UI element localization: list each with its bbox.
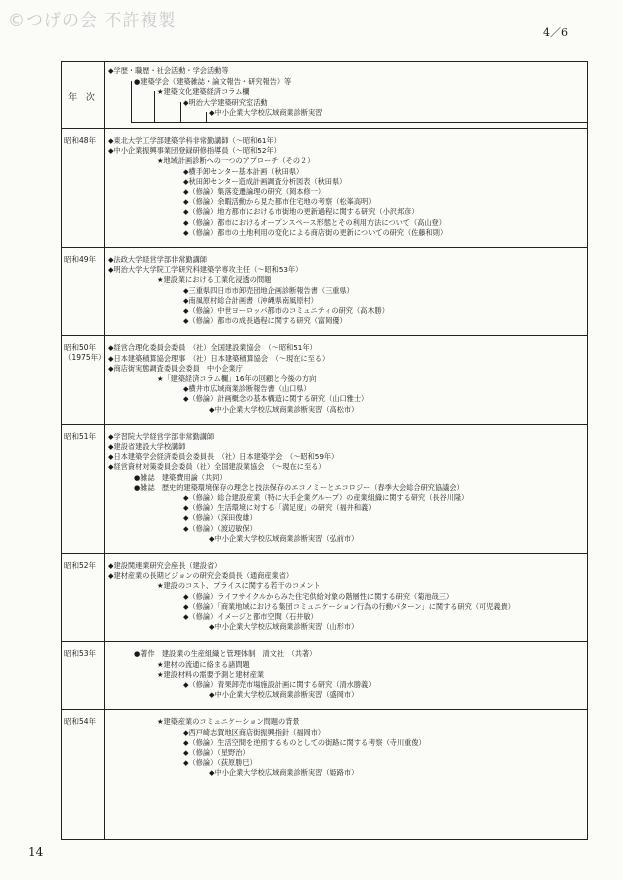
- entry-line: ◆（修論）（荻原勝巳）: [183, 758, 257, 768]
- entry-line: ◆（修論）ライフサイクルからみた住宅供給対象の階層性に関する研究（菊池哉三）: [183, 591, 454, 601]
- entry-line: ◆（修論）（渡辺敏保）: [183, 523, 257, 533]
- entry-line: ◆中小企業大学校広域商業診断実習（山形市）: [209, 622, 359, 632]
- entry-line: ◆建設省建設大学校講師: [108, 442, 186, 451]
- entry-line: ◆（修論）（星野治）: [183, 748, 250, 757]
- page-indicator: 4／6: [543, 26, 568, 39]
- entry-line: ◆（修論）都市におけるオープンスペース形態とその利用方法について（高山登）: [183, 217, 446, 227]
- entry-line: ◆日本建築学会経済委員会委員長 （社）日本建築学会 （〜昭和59年）: [108, 452, 339, 462]
- entry-line: ◆（修論）都市の成長過程に関する研究（富岡優）: [183, 316, 347, 326]
- entry-line: ★建設材料の需要予測と建材産業: [157, 669, 265, 679]
- entry-line: ◆建材産業の長期ビジョンの研究会委員長（通商産業省）: [108, 571, 294, 581]
- entry-line: ◆経営合理化委員会委員 （社）全国建設業協会 （〜昭和51年）: [108, 343, 317, 353]
- entry-line: ★地域計画診断への一つのアプローチ（その２）: [157, 156, 315, 166]
- entry-line: ◆法政大学経営学部非常勤講師: [108, 255, 207, 264]
- entry-line: ◆中小企業大学校広域商業診断実習（盛岡市）: [209, 690, 359, 700]
- legend-item: ◆明治大学建築研究室活動: [183, 97, 268, 107]
- section-divider: [62, 424, 587, 425]
- year-column-divider: [104, 62, 105, 839]
- year-label: 昭和53年: [64, 649, 97, 659]
- entry-line: ◆三重県四日市市卸売団地企画診断報告書（三重県）: [183, 285, 354, 295]
- entry-line: ◆（修論）集落変遷論理の研究（岡本修一）: [183, 187, 326, 196]
- entry-line: ◆（修論）生活空間を逆照するものとしての街路に関する考察（寺川重俊）: [183, 737, 426, 747]
- entry-line: ◆（修論）中世ヨーロッパ都市のコミュニティの研究（高木勝）: [183, 306, 389, 315]
- entry-line: ◆（修論）余暇活動から見た都市住宅地の考察（松峯高明）: [183, 197, 376, 207]
- copyright-watermark: ©つげの会 不許複製: [8, 11, 177, 31]
- entry-line: ◆（修論）「商業地域における集団コミュニケーション行為の行動パターン」に関する研究（可児義貴）: [183, 601, 515, 611]
- section-divider: [62, 641, 587, 642]
- entry-line: ◆（修論）計画概念の基本構造に関する研究（山口雅士）: [183, 394, 369, 404]
- entry-line: ★「建築経済コラム欄」16年の回顧と今後の方向: [157, 374, 317, 383]
- section-divider: [62, 709, 587, 710]
- legend-item: ★建築文化建築経済コラム欄: [157, 87, 250, 97]
- chronology-table: [61, 61, 588, 840]
- year-label: 昭和54年: [64, 717, 97, 727]
- page-number: 14: [28, 845, 44, 859]
- entry-line: ★建材の流通に絡まる諸問題: [157, 659, 250, 669]
- entry-line: ●著作 建設業の生産組織と管理体制 清文社 （共著）: [134, 649, 317, 659]
- header-divider: [62, 128, 587, 129]
- entry-line: ◆中小企業大学校広域商業診断実習（姫路市）: [209, 768, 359, 778]
- entry-line: ★建設のコスト、プライスに関する若干のコメント: [157, 581, 321, 591]
- entry-line: ◆（修論）イメージと都市空間（石井敏）: [183, 612, 318, 621]
- entry-line: ◆学習院大学経営学部非常勤講師: [108, 431, 215, 441]
- legend-item: ◆中小企業大学校広域商業診断実習: [209, 108, 323, 118]
- legend-bracket: [206, 112, 587, 123]
- year-column-header: 年 次: [68, 93, 98, 103]
- entry-line: ◆秋田卸センター造成計画調査分析図表（秋田県）: [183, 176, 347, 186]
- entry-line: ◆中小企業振興事業団登録研修指導員（〜昭和52年）: [108, 146, 281, 156]
- entry-line: ◆横井市広域商業診断報告書（山口県）: [183, 384, 311, 394]
- entry-line: ◆西戸崎志賀地区商店街振興指針（福岡市）: [183, 727, 326, 737]
- year-label: 昭和52年: [64, 561, 97, 570]
- section-divider: [62, 335, 587, 336]
- entry-line: ◆明治大学大学院工学研究科建築学専攻主任（〜昭和53年）: [108, 265, 303, 275]
- entry-line: ◆（修論）地方都市における市街地の更新過程に関する研究（小沢邦彦）: [183, 207, 419, 217]
- section-divider: [62, 553, 587, 554]
- entry-line: ★建築産業のコミュニケーション問題の背景: [157, 717, 300, 727]
- year-label: 昭和48年: [64, 136, 97, 145]
- entry-line: ●雑誌 建築費用論（共同）: [134, 472, 227, 482]
- entry-line: ◆中小企業大学校広域商業診断実習（弘前市）: [209, 533, 359, 543]
- entry-line: ●雑誌 歴史的建築環境保存の理念と技法保存のエコノミーとエコロジー（春季大会総合研究協議会）: [134, 482, 464, 492]
- legend-item: ●建築学会（建築雑誌・論文報告・研究報告）等: [134, 76, 292, 86]
- entry-line: ◆（修論）総合建設産業（特に大手企業グループ）の産業組織に関する研究（長谷川隆）: [183, 493, 469, 502]
- entry-line: ◆（修論）生活環境に対する「満足度」の研究（福井和義）: [183, 503, 376, 513]
- entry-line: ◆東北大学工学部建築学科非常勤講師（〜昭和61年）: [108, 136, 281, 145]
- entry-line: ◆商店街実態調査委員会委員 中小企業庁: [108, 363, 243, 373]
- entry-line: ◆日本建築積算協会理事 （社）日本建築積算協会 （〜現在に至る）: [108, 353, 330, 363]
- year-label: 昭和50年 （1975年）: [64, 343, 106, 363]
- legend-item: ◆学歴・職歴・社会活動・学会活動等: [108, 66, 229, 75]
- entry-line: ◆南風原村総合計画書（沖縄県南風原村）: [183, 295, 318, 305]
- entry-line: ◆経営資材対策委員会委員（社）全国建設業協会 （〜現在に至る）: [108, 462, 326, 472]
- entry-line: ★建設業における工業化浸透の問題: [157, 275, 272, 285]
- entry-line: ◆（修論）都市の土地利用の変化による商店街の更新についての研究（佐藤和則）: [183, 227, 448, 237]
- entry-line: ◆建設関連業研究会座長（建設省）: [108, 561, 222, 570]
- entry-line: ◆横手卸センター基本計画（秋田県）: [183, 166, 304, 176]
- entry-line: ◆（修論）（深田俊雄）: [183, 513, 257, 523]
- section-divider: [62, 247, 587, 248]
- year-label: 昭和49年: [64, 255, 97, 264]
- entry-line: ◆中小企業大学校広域商業診断実習（高松市）: [209, 404, 359, 414]
- entry-line: ◆（修論）青果卸売市場施設計画に関する研究（清水勝義）: [183, 680, 376, 689]
- year-label: 昭和51年: [64, 431, 97, 441]
